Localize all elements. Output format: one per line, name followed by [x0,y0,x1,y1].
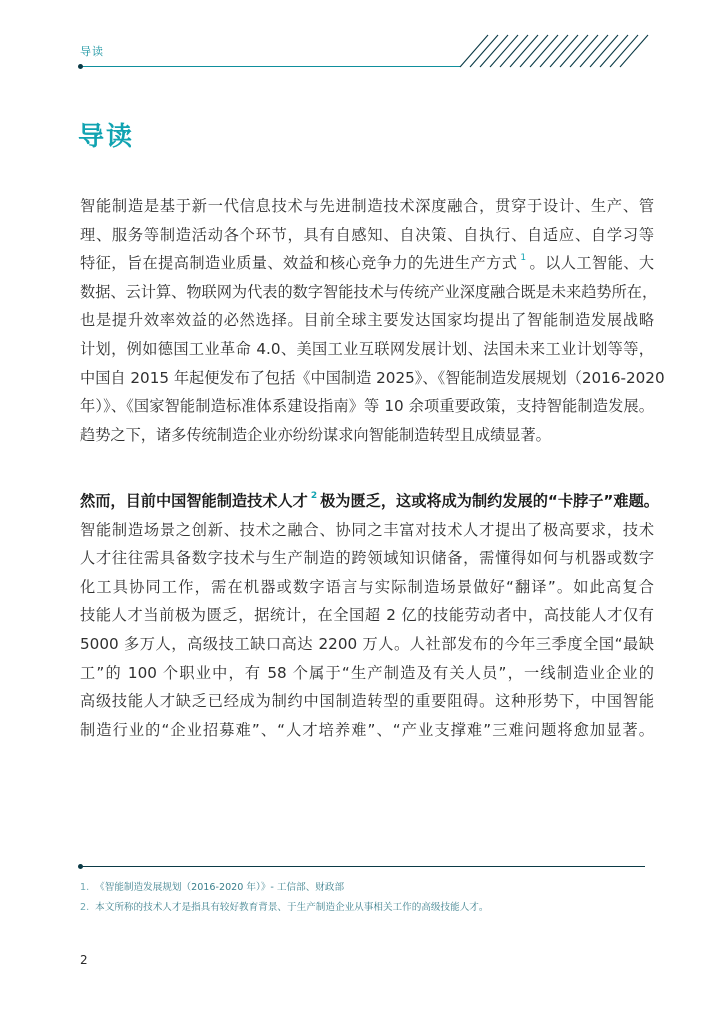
header-hatch-decoration [455,34,655,68]
text-segment: 。以人工智能、大 [529,254,655,273]
talent-paragraph [80,487,659,744]
footnote-ref-2[interactable]: 2 [310,491,318,501]
intro-paragraph [80,192,665,449]
footnote-rule-dot [78,864,83,869]
header-rule [80,66,460,67]
footnote-number: 2. [80,902,90,913]
text-line: 人才往往需具备数字技术与生产制造的跨领域知识储备，需懂得如何与机器或数字 [80,549,654,568]
text-line: 年）》、《国家智能制造标准体系建设指南》等 10 余项重要政策，支持智能制造发展。 [80,397,654,416]
page-title: 导读 [78,122,135,152]
footnote-item [80,878,650,898]
text-line-with-footnote [80,249,654,278]
lead-sentence [80,487,659,516]
text-line: 数据、云计算、物联网为代表的数字智能技术与传统产业深度融合既是未来趋势所在， [80,282,658,301]
text-line: 工”的 100 个职业中，有 58 个属于“生产制造及有关人员”，一线制造业企业的 [80,663,654,682]
header-rule-dot [78,64,83,69]
lead-text: 极为匮乏，这或将成为制约发展的“卡脖子”难题。 [320,492,659,510]
footnote-rule [80,866,645,867]
text-line: 智能制造是基于新一代信息技术与先进制造技术深度融合，贯穿于设计、生产、管 [80,197,654,215]
text-line: 高级技能人才缺乏已经成为制约中国制造转型的重要阻碍。这种形势下，中国智能 [80,692,654,711]
text-line: 化工具协同工作，需在机器或数字语言与实际制造场景做好“翻译”。如此高复合 [80,577,654,596]
running-header: 导读 [80,45,104,58]
text-line: 计划，例如德国工业革命 4.0、美国工业互联网发展计划、法国未来工业计划等等， [80,339,654,358]
text-line: 5000 多万人，高级技工缺口高达 2200 万人。人社部发布的今年三季度全国“最缺 [80,634,654,653]
text-line: 制造行业的“企业招募难”、“人才培养难”、“产业支撑难”三难问题将愈加显著。 [80,720,654,739]
footnote-text: 本文所称的技术人才是指具有较好教育背景、于生产制造企业从事相关工作的高级技能人才。 [95,902,489,913]
footnote-text: 《智能制造发展规划（2016-2020 年）》- 工信部、财政部 [95,882,345,893]
text-line: 智能制造场景之创新、技术之融合、协同之丰富对技术人才提出了极高要求，技术 [80,520,654,539]
text-line: 趋势之下，诸多传统制造企业亦纷纷谋求向智能制造转型且成绩显著。 [80,425,551,444]
text-segment: 特征，旨在提高制造业质量、效益和核心竞争力的先进生产方式 [80,254,518,273]
footnote-ref-1[interactable]: 1 [520,253,527,264]
text-line: 理、服务等制造活动各个环节，具有自感知、自决策、自执行、自适应、自学习等 [80,225,654,244]
text-line: 技能人才当前极为匮乏，据统计，在全国超 2 亿的技能劳动者中，高技能人才仅有 [80,606,654,625]
text-line: 也是提升效率效益的必然选择。目前全球主要发达国家均提出了智能制造发展战略 [80,311,654,330]
text-line: 中国自 2015 年起便发布了包括《中国制造 2025》、《智能制造发展规划（2016-2020 [80,368,665,387]
footnotes [80,878,650,918]
footnote-number: 1. [80,882,90,893]
lead-text: 然而，目前中国智能制造技术人才 [80,492,308,510]
page-number: 2 [80,953,88,967]
footnote-item [80,898,650,918]
